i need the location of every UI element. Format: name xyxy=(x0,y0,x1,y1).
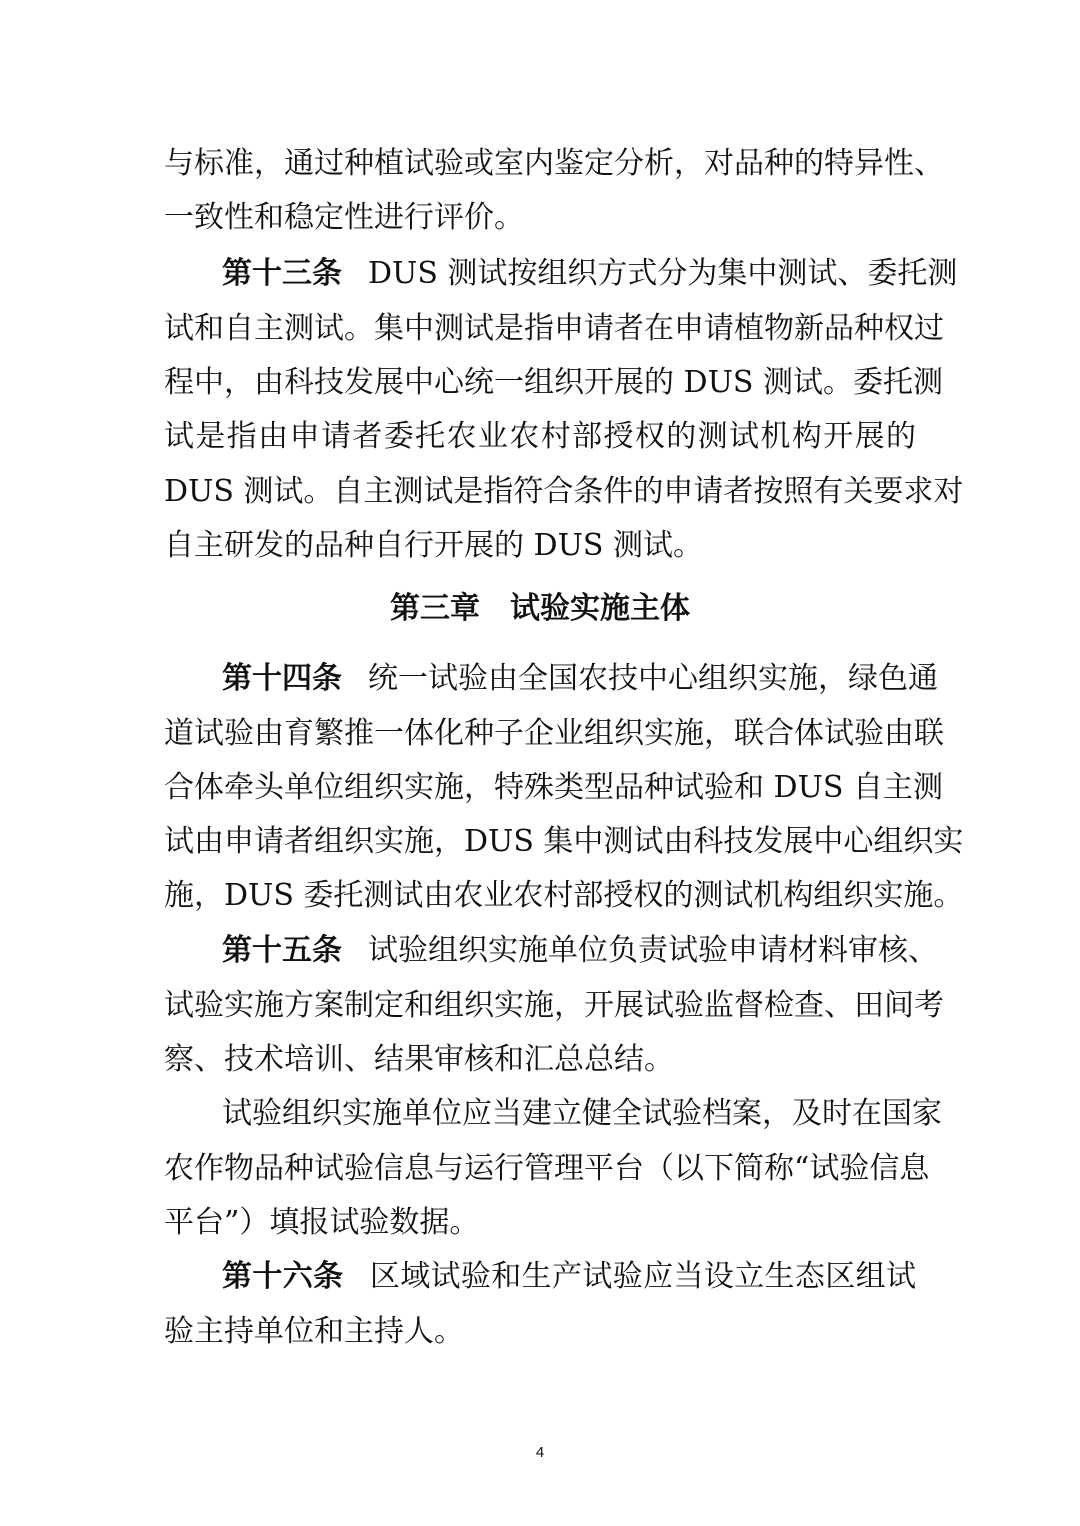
body-line: 平台”）填报试验数据。 xyxy=(164,1205,480,1240)
page-number: 4 xyxy=(535,1444,545,1461)
article-16-heading: 第十六条 xyxy=(222,1259,344,1294)
article-16-first-line xyxy=(222,1250,916,1304)
article-15-first-line xyxy=(222,924,938,978)
body-text: 统一试验由全国农技中心组织实施，绿色通 xyxy=(368,661,938,696)
body-line: 试验实施方案制定和组织实施，开展试验监督检查、田间考 xyxy=(164,988,944,1023)
body-line: 察、技术培训、结果审核和汇总总结。 xyxy=(164,1042,674,1077)
body-line: 自主研发的品种自行开展的 DUS 测试。 xyxy=(164,528,703,563)
body-line: 合体牵头单位组织实施，特殊类型品种试验和 DUS 自主测 xyxy=(164,770,943,805)
article-14-first-line xyxy=(222,652,938,706)
body-line: 试验组织实施单位应当建立健全试验档案，及时在国家 xyxy=(222,1096,942,1131)
body-line: 道试验由育繁推一体化种子企业组织实施，联合体试验由联 xyxy=(164,716,944,751)
body-text: 试验组织实施单位负责试验申请材料审核、 xyxy=(368,933,938,968)
chapter-name: 试验实施主体 xyxy=(510,591,690,626)
body-text: DUS 测试按组织方式分为集中测试、委托测 xyxy=(368,256,958,291)
article-15-heading: 第十五条 xyxy=(222,933,342,968)
body-line: 一致性和稳定性进行评价。 xyxy=(164,200,524,235)
chapter-number: 第三章 xyxy=(390,591,480,626)
body-text: 区域试验和生产试验应当设立生态区组试 xyxy=(369,1259,917,1294)
body-line: 试由申请者组织实施，DUS 集中测试由科技发展中心组织实 xyxy=(164,824,964,859)
body-line: 与标准，通过种植试验或室内鉴定分析，对品种的特异性、 xyxy=(164,146,944,181)
article-14-heading: 第十四条 xyxy=(222,661,342,696)
body-line: 试是指由申请者委托农业农村部授权的测试机构开展的 xyxy=(164,419,916,454)
body-line: DUS 测试。自主测试是指符合条件的申请者按照有关要求对 xyxy=(164,474,964,509)
article-13-first-line xyxy=(222,247,958,301)
chapter-title xyxy=(0,582,1080,636)
body-line: 试和自主测试。集中测试是指申请者在申请植物新品种权过 xyxy=(164,311,944,346)
article-13-heading: 第十三条 xyxy=(222,256,342,291)
body-line: 验主持单位和主持人。 xyxy=(164,1314,464,1349)
body-line: 程中，由科技发展中心统一组织开展的 DUS 测试。委托测 xyxy=(164,365,943,400)
body-line: 施，DUS 委托测试由农业农村部授权的测试机构组织实施。 xyxy=(164,878,964,913)
body-line: 农作物品种试验信息与运行管理平台（以下简称“试验信息 xyxy=(164,1151,930,1186)
